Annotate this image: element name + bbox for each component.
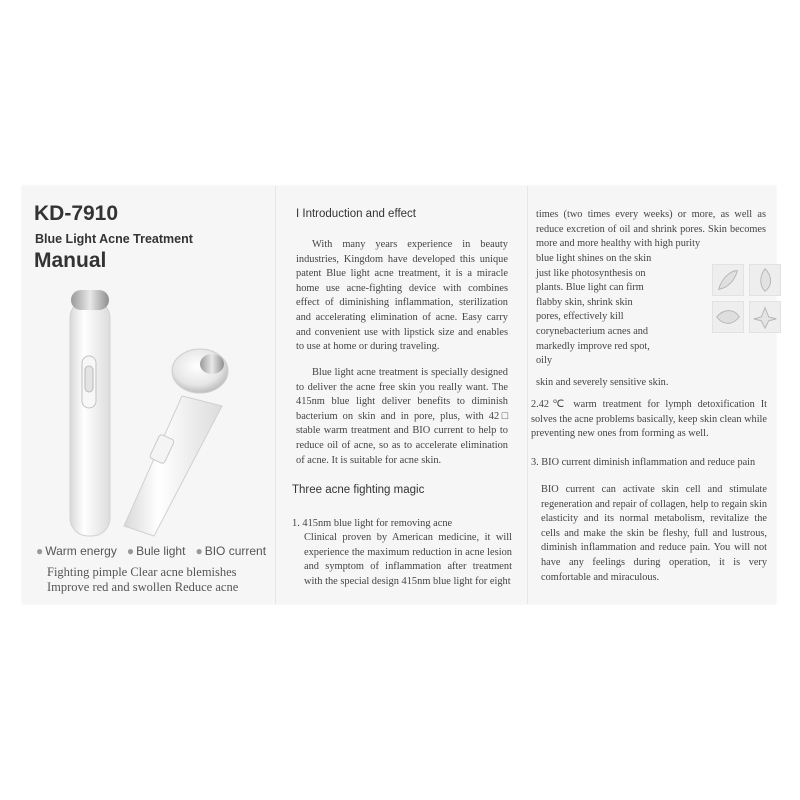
skin-thumbnail [749, 264, 781, 296]
feature-list [36, 544, 266, 558]
item1-wrap-end: skin and severely sensitive skin. [536, 377, 669, 388]
item1-wrap-text: blue light shines on the skin just like photosynthesis on plants. Blue light can firm flabby skin, shrink skin pores, effectively kill corynebacterium acnes and markedly improve red spot, oily [536, 253, 652, 367]
intro-paragraph: With many years experience in beauty industries, Kingdom have developed this unique patent Blue light acne treatment, it is a miracle home use acne-fighting device with combines effect of diminishing inflammation, sterilization and accelerating elimination of acne. Easy carry and convenient use with lipstick size and enables to use at home or during traveling. [296, 239, 508, 353]
item2-text: 2.42℃ warm treatment for lymph detoxification It solves the acne problems basically, keep skin clean while preventing new ones from forming as well. [531, 399, 767, 440]
item3-text: BIO current can activate skin cell and stimulate regeneration and repair of collagen, help to regain skin elasticity and its normal metabolism, revitalize the cells and make the skin be fleshy, full and lustrous, diminish inflammation and reduce pain. You will not have any feelings during operation, it is very comfortable and miraculous. [541, 484, 767, 583]
feature-item: ● Warm energy [36, 544, 117, 558]
feature-item: ● BIO current [195, 544, 267, 558]
introduction-panel [275, 186, 528, 604]
skin-thumbnail [712, 264, 744, 296]
item1-title: 1. 415nm blue light for removing acne [292, 518, 453, 529]
skin-thumbnail [749, 301, 781, 333]
magic-heading: Three acne fighting magic [292, 484, 425, 496]
leaf-icon [750, 302, 780, 332]
leaf-icon [713, 302, 743, 332]
device-image [62, 286, 252, 541]
cover-panel [22, 186, 275, 604]
intro-paragraph: Blue light acne treatment is specially designed to deliver the acne free skin you really want. The 415nm blue light deliver benefits to diminish bacterium on skin and in pore, plus, with 42□ stable warm treatment and BIO current to help to reduce oil of acne, so as to accelerate elimination of acne. It is suitable for acne skin. [296, 367, 508, 466]
feature-item: ● Bule light [126, 544, 186, 558]
leaf-icon [750, 265, 780, 295]
intro-heading: I Introduction and effect [296, 208, 416, 220]
product-subtitle: Blue Light Acne Treatment [35, 232, 193, 246]
tagline-line: Fighting pimple Clear acne blemishes [47, 565, 237, 579]
continuation-panel [527, 186, 777, 604]
manual-title: Manual [34, 249, 107, 272]
manual-sheet [22, 186, 776, 604]
item1-continued: times (two times every weeks) or more, as well as reduce excretion of oil and shrink pores. Skin becomes more and more healthy with high purity [536, 209, 766, 250]
tagline-line: Improve red and swollen Reduce acne [47, 580, 239, 594]
leaf-icon [713, 265, 743, 295]
item3-title: 3. BIO current diminish inflammation and reduce pain [531, 457, 756, 468]
item1-text: Clinical proven by American medicine, it will experience the maximum reduction in acne lesion and symptom of inflammation after treatment with the special design 415nm blue light for eight [304, 532, 512, 587]
skin-image-grid [712, 264, 782, 333]
tagline [47, 565, 277, 595]
skin-thumbnail [712, 301, 744, 333]
model-title: KD-7910 [34, 202, 119, 225]
